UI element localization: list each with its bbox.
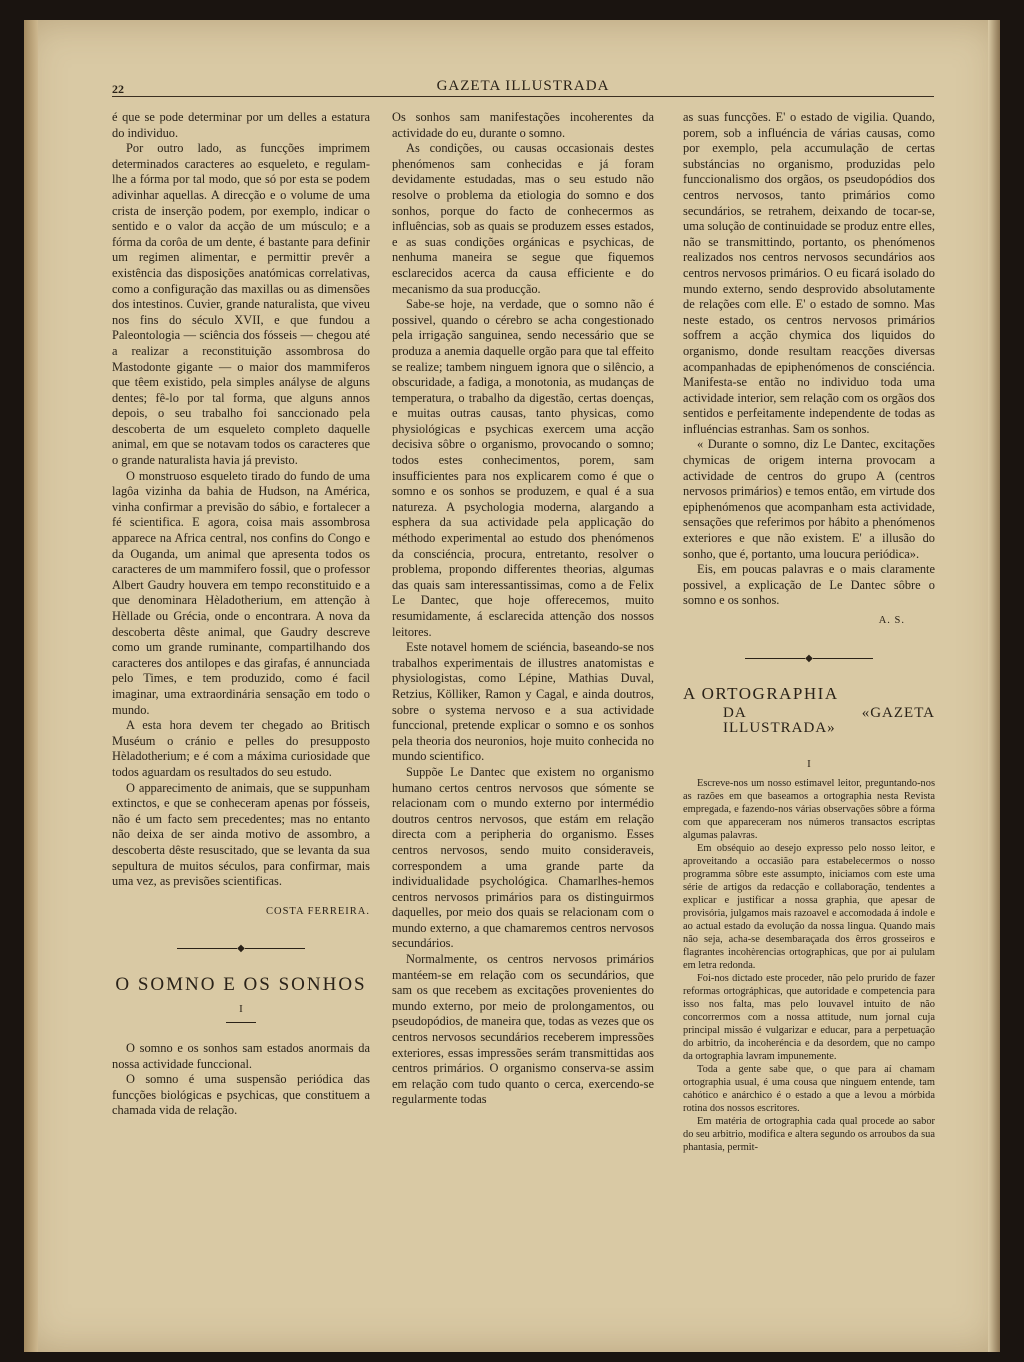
article-title: O SOMNO E OS SONHOS [115, 973, 367, 995]
ornament-divider: ◆ [683, 651, 935, 667]
paragraph: As condições, ou causas occasionais destes phenómenos sam conhecidas e já foram devidamente estudadas, mas o seu estudo não resolve o problema da etiologia do somno e dos sonhos, porque do facto de conhecermos as influências, sob as quais se produzem esses estados, e as suas condições orgánicas e psychicas, de nenhuma maneira se segue que fiquemos esclarecidos acerca da causa efficiente e do mecanismo da sua producção. [392, 141, 654, 296]
article-signature: COSTA FERREIRA. [265, 905, 370, 917]
publication-title: GAZETA ILLUSTRADA [436, 78, 610, 94]
small-print-article [683, 777, 935, 1154]
paragraph: A esta hora devem ter chegado ao Britisch Muséum o cránio e pelles do presupposto Hèladotherium; e é com a máxima curiosidade que todos aguardam os resultados do seu estudo. [112, 718, 370, 779]
page-number: 22 [112, 82, 124, 96]
column-3 [683, 110, 935, 1154]
article-title: A ORTOGRAPHIA [683, 684, 839, 704]
paragraph: O apparecimento de animais, que se suppunham extinctos, e que se conheceram apenas por fósseis, não é um facto sem precedentes; mas no entanto não deixa de ser ainda motivo de assombro, a descoberta dêste resuscitado, que se levanta da sua sepultura de muitos séculos, para confirmar, mais uma vez, as previsões scientificas. [112, 780, 370, 889]
page-binding [24, 20, 38, 1352]
paragraph: Por outro lado, as funcções imprimem determinados caracteres ao esqueleto, e regulam-lhe a fórma por tal modo, que só por esta se podem adivinhar aquellas. A direcção e o volume de uma crista de inserção podem, por exemplo, indicar o sentido e o valor da acção de um músculo; e a fórma da corôa de um dente, é bastante para definir um regimen alimentar, e permittir prevêr a existência das disposições anatómicas correlativas, como a configuração das maxillas ou as dimensões dos intestinos. Cuvier, grande naturalista, que viveu nos fins do século XVII, e que fundou a Paleontologia — sciência dos fósseis — chegou até a realizar a reconstituição assombrosa do Mastodonte gigante — o maior dos mammiferos que têem existido, pela simples anályse de alguns dentes; fê-lo por tal forma, que alguns annos depois, o seu trabalho foi sanccionado pela descoberta de um esqueleto completo daquelle animal, em que se notavam todos os caracteres que o grande naturalista havia já previsto. [112, 141, 370, 468]
paragraph: Sabe-se hoje, na verdade, que o somno não é possivel, quando o cérebro se acha congestionado pela irrigação sanguinea, sendo necessário que se produza a anemia daquelle orgão para que tal effeito se realize; tambem ninguem ignora que o silêncio, a obscuridade, a fadiga, a monotonia, as mudanças de temperatura, o trabalho da digestão, certas doenças, e muitas outras causas, tanto physicas, como physiológicas e psychicas exercem uma acção decisiva sôbre o organismo, provocando o somno; todos estes conhecimentos, porem, sam insufficientes para nos explicarem como é que o somno e os sonhos se produzem, e qual é a sua natureza. A psychologia moderna, alargando a esphera da sua actividade pela applicação do méthodo experimental ao estudo dos phenómenos da consciéncia, procura, entretanto, resolver o problema, propondo differentes theorias, algumas das quais sam interessantissimas, como a de Felix Le Dantec, que hoje offerecemos, muito resumidamente, á esclarecida attenção dos nossos leitores. [392, 297, 654, 639]
short-rule [226, 1022, 256, 1023]
paragraph: Em obséquio ao desejo expresso pelo nosso leitor, e aproveitando a occasião para estabelecermos o nosso programma sôbre este assumpto, iniciamos com este uma série de artigos da redacção e collaboração, tendentes a explicar e justificar a nossa graphia, que apesar de provisória, julgamos mais razoavel e accomodada á indole e ao actual estado da evolução da nossa lingua. Quando mais não seja, acha-se desembaraçada dos êrros grosseiros e flagrantes incohèrencias ortographicas, que por ai pululam em letra redonda. [683, 842, 935, 971]
paragraph: é que se pode determinar por um delles a estatura do individuo. [112, 110, 370, 140]
article-subtitle: DA «GAZETA ILLUSTRADA» [723, 704, 935, 737]
paragraph: Os sonhos sam manifestações incoherentes da actividade do eu, durante o somno. [392, 110, 654, 140]
paragraph: Escreve-nos um nosso estimavel leitor, preguntando-nos as razões em que baseamos a ortographia nesta Revista empregada, e fazendo-nos várias observações sôbre a fórma com que appareceram nos números transactos escriptas algumas palavras. [683, 777, 935, 841]
paragraph: « Durante o somno, diz Le Dantec, excitações chymicas de origem interna provocam a actividade de centros do grupo A (centros nervosos primários) e temos então, em virtude dos epiphenómenos que acompanham esta actividade, sensações que referimos por hábito a phenómenos exteriores e que não existem. E' a illusão do sonho, que é, portanto, uma loucura periódica». [683, 437, 935, 561]
paragraph: Foi-nos dictado este proceder, não pelo prurido de fazer reformas ortográphicas, que autoridade e competencia para isso nos falta, mas pelo louvavel intuito de não concorrermos com a nossa attitude, num jornal cuja principal missão é vulgarizar e educar, para a perpetuação do arbitrio, da incoheréncia e da desordem, que no campo da ortographia lavram impunemente. [683, 972, 935, 1062]
page-edge [988, 20, 1000, 1352]
paragraph: Em matéria de ortographia cada qual procede ao sabor do seu arbitrio, modifica e altera segundo os arroubos da sua phantasia, permit- [683, 1115, 935, 1153]
paragraph: Suppõe Le Dantec que existem no organismo humano certos centros nervosos que sómente se relacionam com o mundo externo por intermédio doutros centros nervosos, que estám em relação directa com a peripheria do organismo. Esses centros nervosos, sendo muito consideraveis, correspondem a uma grande parte da individualidade psychológica. Chamarlhes-hemos centros nervosos primários para os distinguirmos daquelles, por meio dos quais se relacionam com o mundo externo, a que chamaremos centros nervosos secundários. [392, 764, 654, 951]
paragraph: Toda a gente sabe que, o que para aí chamam ortographia usual, é uma cousa que ninguem entende, tam cahótico e anárchico é o estado a que a levou a mórbida rotina dos nossos escritores. [683, 1063, 935, 1114]
column-2 [392, 110, 654, 1108]
paragraph: O somno e os sonhos sam estados anormais da nossa actividade funccional. [112, 1041, 370, 1071]
paragraph: Normalmente, os centros nervosos primários mantéem-se em relação com os secundários, que sam os que recebem as excitações provenientes do mundo externo, por meio de prolongamentos, ou pseudopódios, de maneira que, todas as vezes que os centros nervosos secundários receberem impressões exteriores, essas impressões serám transmittidas aos centros primários. O organismo conserva-se assim em relação com tudo quanto o cerca, exercendo-se regularmente todas [392, 952, 654, 1107]
ornament-divider: ◆ [112, 941, 370, 957]
column-1 [112, 110, 370, 1119]
page-header [112, 62, 934, 97]
article-section-number: I [807, 757, 811, 770]
paragraph: Este notavel homem de sciéncia, baseando-se nos trabalhos experimentais de illustres anatomistas e physiologistas, como Lépine, Mathias Duval, Retzius, Kölliker, Ramon y Cagal, e ainda doutros, sobre o systema nervoso e a sua actividade funccional, pretende explicar o somno e os sonhos pela theoria dos neuronios, hoje muito conhecida no mundo scientifico. [392, 640, 654, 764]
paragraph: O somno é uma suspensão periódica das funcções biológicas e psychicas, que constituem a chamada vida de relação. [112, 1072, 370, 1118]
article-signature: A. S. [878, 615, 905, 626]
paragraph: as suas funcções. E' o estado de vigilia. Quando, porem, sob a influéncia de várias causas, como por exemplo, pela accumulação de certas substáncias no organismo, produzidas pelo funccionalismo dos orgãos, os pseudopódios dos centros nervosos, tanto primários como secundários, se retrahem, deixando de tocar-se, uma solução de continuidade se produz entre elles, não se transmittindo, portanto, os phenómenos realizados nos centros nervosos secundários aos centros nervosos primários. O eu ficará isolado do mundo externo, sendo desprovido absolutamente de relações com elle. E' o estado de somno. Mas neste estado, os centros nervosos primários soffrem a acção chymica dos liquidos do organismo, donde resultam reacções diversas acompanhadas de epiphenómenos de consciéncia. Manifesta-se então no individuo toda uma actividade interior, sem relação com os orgãos dos sentidos e perfeitamente independente de todas as influéncias estranhas. Sam os sonhos. [683, 110, 935, 436]
article-section-number: I [239, 1003, 243, 1016]
paragraph: Eis, em poucas palavras e o mais claramente possivel, a explicação de Le Dantec sôbre o somno e os sonhos. [683, 562, 935, 608]
paragraph: O monstruoso esqueleto tirado do fundo de uma lagôa vizinha da bahia de Hudson, na América, vinha confirmar a previsão do sábio, e fortalecer a fé scientifica. E agora, coisa mais assombrosa apparece na Africa central, nos confins do Congo e da Ouganda, um animal que apresenta todos os caracteres de um mammifero fossil, que o professor Albert Gaudry houvera em tempo reconstituido e a que denominara Hèladotherium, em attenção à Hèllade ou Grécia, onde o encontrara. A nova da descoberta dêste animal, que Gaudry descreve como um grande ruminante, compartilhando dos caracteres dos antilopes e das girafas, é annunciada pelo Times, e tem produzido, como é facil imaginar, uma extraordinária sensação em todo o mundo. [112, 468, 370, 717]
